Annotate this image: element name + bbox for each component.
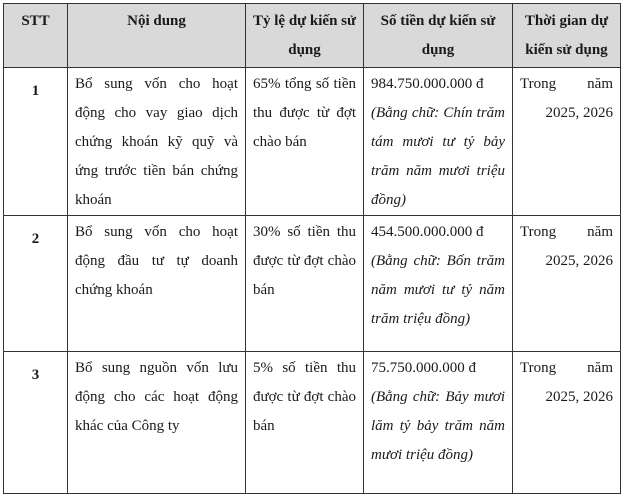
row-content: Bổ sung vốn cho hoạt động cho vay giao dịch chứng khoán kỹ quỹ và ứng trước tiền bán chứng khoán xyxy=(68,68,246,216)
row-content: Bổ sung vốn cho hoạt động đầu tư tự doanh chứng khoán xyxy=(68,216,246,352)
row-amount: 75.750.000.000 đ xyxy=(371,360,476,376)
header-time: Thời gian dự kiến sử dụng xyxy=(513,4,621,68)
row-stt: 2 xyxy=(4,216,68,352)
row-time-line1: Trong năm xyxy=(520,360,613,376)
row-amount: 984.750.000.000 đ xyxy=(371,76,484,92)
row-amount: 454.500.000.000 đ xyxy=(371,224,484,240)
table-row xyxy=(4,216,621,352)
row-time-line2: 2025, 2026 xyxy=(545,389,613,405)
row-amount-words: (Bằng chữ: Bảy mươi lăm tỷ bảy trăm năm mươi triệu đồng) xyxy=(371,389,505,463)
row-amount-words: (Bằng chữ: Bốn trăm năm mươi tư tỷ năm trăm triệu đồng) xyxy=(371,253,505,327)
row-time-cell xyxy=(513,68,621,216)
row-amount-cell xyxy=(364,216,513,352)
row-time-line2: 2025, 2026 xyxy=(545,253,613,269)
row-time-cell xyxy=(513,216,621,352)
header-content: Nội dung xyxy=(68,4,246,68)
row-ratio: 5% số tiền thu được từ đợt chào bán xyxy=(246,352,364,494)
row-ratio: 30% số tiền thu được từ đợt chào bán xyxy=(246,216,364,352)
row-amount-cell xyxy=(364,352,513,494)
row-stt: 1 xyxy=(4,68,68,216)
row-amount-cell xyxy=(364,68,513,216)
table-header-row xyxy=(4,4,621,68)
header-amount: Số tiền dự kiến sử dụng xyxy=(364,4,513,68)
header-ratio: Tỷ lệ dự kiến sử dụng xyxy=(246,4,364,68)
row-time-cell xyxy=(513,352,621,494)
row-amount-words: (Bằng chữ: Chín trăm tám mươi tư tỷ bảy trăm năm mươi triệu đồng) xyxy=(371,105,505,208)
header-stt: STT xyxy=(4,4,68,68)
row-time-line2: 2025, 2026 xyxy=(545,105,613,121)
row-content: Bổ sung nguồn vốn lưu động cho các hoạt động khác của Công ty xyxy=(68,352,246,494)
table-row xyxy=(4,352,621,494)
row-time-line1: Trong năm xyxy=(520,224,613,240)
allocation-table xyxy=(3,3,621,494)
row-time-line1: Trong năm xyxy=(520,76,613,92)
row-ratio: 65% tổng số tiền thu được từ đợt chào bán xyxy=(246,68,364,216)
table-row xyxy=(4,68,621,216)
row-stt: 3 xyxy=(4,352,68,494)
